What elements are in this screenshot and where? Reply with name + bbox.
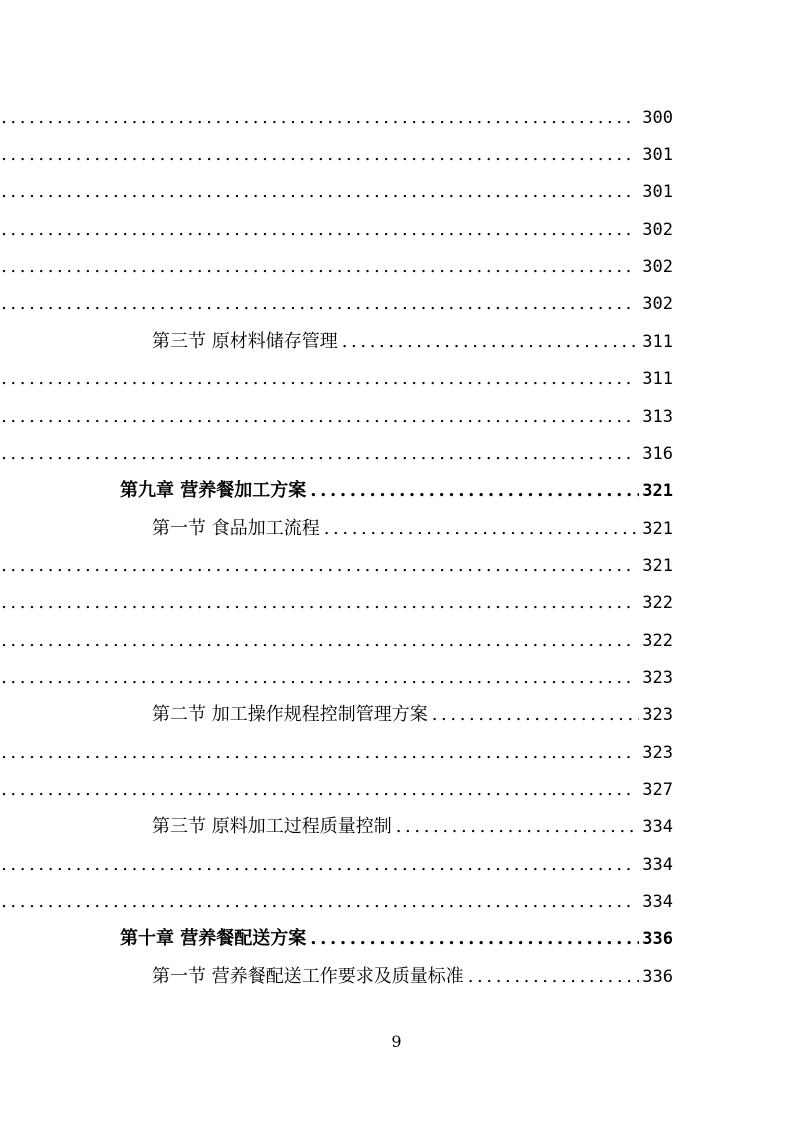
toc-entry-page: 322	[642, 631, 673, 651]
toc-entry-page: 336	[642, 967, 673, 987]
toc-entry-page: 327	[642, 780, 673, 800]
toc-dot-leader	[0, 850, 639, 880]
toc-entry-page: 323	[642, 743, 673, 763]
toc-section-entry[interactable]	[152, 327, 673, 357]
toc-section-entry[interactable]	[152, 514, 673, 544]
toc-dot-leader	[464, 962, 639, 992]
toc-entry-title: 第十章 营养餐配送方案	[120, 928, 307, 949]
toc-dot-leader	[0, 252, 639, 282]
toc-dot-leader	[0, 775, 639, 805]
toc-entry-page: 301	[642, 145, 673, 165]
toc-entry-page: 311	[642, 369, 673, 389]
toc-chapter-entry[interactable]	[120, 476, 673, 506]
toc-entry[interactable]	[0, 140, 673, 170]
toc-entry-title: 第九章 营养餐加工方案	[120, 480, 307, 501]
toc-dot-leader	[0, 738, 639, 768]
toc-dot-leader	[306, 924, 639, 954]
toc-dot-leader	[0, 177, 639, 207]
toc-entry-title: 第三节 原料加工过程质量控制	[152, 816, 392, 837]
toc-dot-leader	[320, 514, 639, 544]
toc-entry-page: 334	[642, 855, 673, 875]
toc-section-entry[interactable]	[152, 700, 673, 730]
toc-entry[interactable]	[0, 775, 673, 805]
toc-dot-leader	[392, 812, 639, 842]
toc-section-entry[interactable]	[152, 962, 673, 992]
toc-entry-page: 300	[642, 108, 673, 128]
toc-dot-leader	[0, 588, 639, 618]
toc-entry[interactable]	[0, 103, 673, 133]
toc-entry-title: 第三节 原材料储存管理	[152, 331, 338, 352]
toc-entry[interactable]	[0, 215, 673, 245]
toc-dot-leader	[0, 215, 639, 245]
toc-entry-title: 第一节 食品加工流程	[152, 518, 320, 539]
toc-entry[interactable]	[0, 402, 673, 432]
toc-entry-title: 第一节 营养餐配送工作要求及质量标准	[152, 966, 464, 987]
toc-entry-page: 334	[642, 817, 673, 837]
toc-entry[interactable]	[0, 850, 673, 880]
toc-entry[interactable]	[0, 252, 673, 282]
toc-section-entry[interactable]	[152, 812, 673, 842]
toc-entry-page: 301	[642, 182, 673, 202]
toc-dot-leader	[0, 103, 639, 133]
toc-entry-page: 334	[642, 892, 673, 912]
toc-dot-leader	[0, 439, 639, 469]
toc-entry[interactable]	[0, 177, 673, 207]
toc-entry[interactable]	[0, 289, 673, 319]
toc-entry[interactable]	[0, 626, 673, 656]
toc-entry[interactable]	[0, 364, 673, 394]
toc-entry-page: 302	[642, 294, 673, 314]
toc-entry[interactable]	[0, 588, 673, 618]
toc-dot-leader	[306, 476, 639, 506]
toc-entry-page: 336	[642, 929, 673, 949]
toc-dot-leader	[0, 402, 639, 432]
toc-entry-page: 321	[642, 556, 673, 576]
toc-dot-leader	[0, 364, 639, 394]
toc-dot-leader	[0, 887, 639, 917]
toc-entry-page: 323	[642, 705, 673, 725]
toc-entry-page: 313	[642, 407, 673, 427]
toc-entry-page: 316	[642, 444, 673, 464]
toc-dot-leader	[0, 551, 639, 581]
toc-entry-page: 311	[642, 332, 673, 352]
toc-chapter-entry[interactable]	[120, 924, 673, 954]
page-number: 9	[391, 1032, 402, 1051]
toc-dot-leader	[0, 289, 639, 319]
toc-entry-page: 321	[642, 481, 673, 501]
toc-dot-leader	[0, 626, 639, 656]
toc-entry[interactable]	[0, 887, 673, 917]
toc-entry-page: 321	[642, 519, 673, 539]
toc-entry[interactable]	[0, 738, 673, 768]
toc-dot-leader	[338, 327, 639, 357]
toc-dot-leader	[0, 140, 639, 170]
toc-dot-leader	[428, 700, 639, 730]
toc-entry-page: 322	[642, 593, 673, 613]
toc-entry[interactable]	[0, 439, 673, 469]
toc-entry-page: 302	[642, 220, 673, 240]
toc-entry-page: 302	[642, 257, 673, 277]
toc-entry[interactable]	[0, 551, 673, 581]
toc-dot-leader	[0, 663, 639, 693]
toc-entry-page: 323	[642, 668, 673, 688]
toc-entry[interactable]	[0, 663, 673, 693]
toc-entry-title: 第二节 加工操作规程控制管理方案	[152, 704, 428, 725]
